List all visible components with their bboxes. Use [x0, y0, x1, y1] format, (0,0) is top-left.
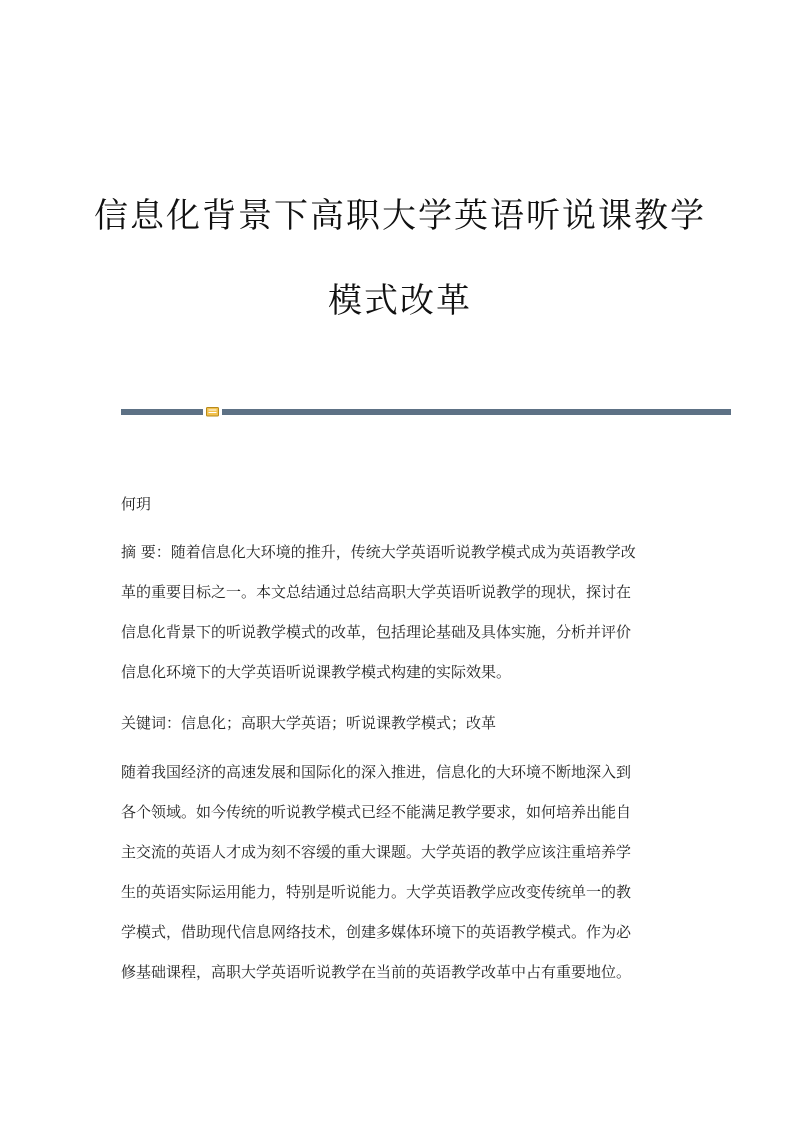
body-line: 生的英语实际运用能力，特别是听说能力。大学英语教学应改变传统单一的教	[121, 883, 632, 901]
book-icon	[206, 406, 219, 417]
document-title-line-2: 模式改革	[328, 281, 472, 321]
body-line: 随着我国经济的高速发展和国际化的深入推进，信息化的大环境不断地深入到	[121, 763, 632, 781]
divider-bar-right	[222, 409, 731, 415]
body-line: 学模式，借助现代信息网络技术，创建多媒体环境下的英语教学模式。作为必	[121, 923, 632, 941]
abstract-line: 信息化背景下的听说教学模式的改革，包括理论基础及具体实施，分析并评价	[121, 623, 632, 641]
abstract-line: 摘 要：随着信息化大环境的推升，传统大学英语听说教学模式成为英语教学改	[121, 543, 636, 561]
abstract-line: 革的重要目标之一。本文总结通过总结高职大学英语听说教学的现状，探讨在	[121, 583, 632, 601]
title-divider	[121, 404, 731, 416]
divider-bar-left	[121, 409, 203, 415]
author-name: 何玥	[121, 495, 152, 513]
document-title-line-1: 信息化背景下高职大学英语听说课教学	[94, 196, 706, 236]
body-line: 修基础课程，高职大学英语听说教学在当前的英语教学改革中占有重要地位。	[121, 963, 632, 981]
keywords-line: 关键词：信息化；高职大学英语；听说课教学模式；改革	[121, 714, 497, 732]
body-line: 主交流的英语人才成为刻不容缓的重大课题。大学英语的教学应该注重培养学	[121, 843, 632, 861]
abstract-paragraph	[121, 532, 681, 692]
abstract-line: 信息化环境下的大学英语听说课教学模式构建的实际效果。	[121, 663, 512, 681]
body-line: 各个领域。如今传统的听说教学模式已经不能满足教学要求，如何培养出能自	[121, 803, 632, 821]
body-paragraph	[121, 752, 681, 992]
